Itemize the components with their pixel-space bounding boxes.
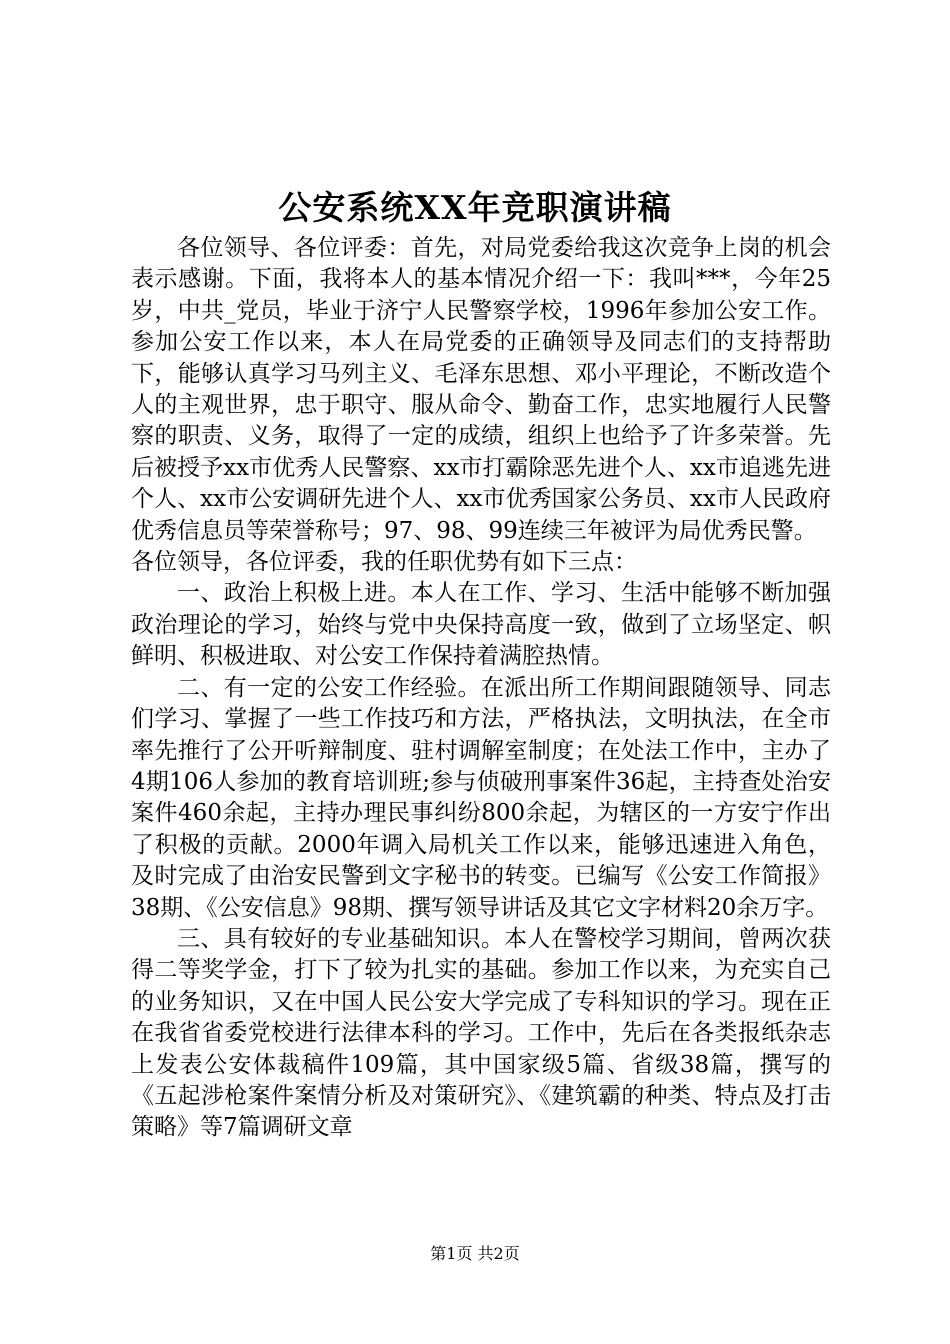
document-body bbox=[131, 233, 831, 1144]
paragraph-advantages-lead: 各位领导，各位评委，我的任职优势有如下三点： bbox=[131, 549, 637, 576]
document-title: 公安系统XX年竞职演讲稿 bbox=[278, 188, 672, 227]
paragraph-point-three: 三、具有较好的专业基础知识。本人在警校学习期间，曾两次获得二等奖学金，打下了较为扎实的基础。参加工作以来，为充实自己的业务知识，又在中国人民公安大学完成了专科知识的学习。现在正在我省省委党校进行法律本科的学习。工作中，先后在各类报纸杂志上发表公安体裁稿件109篇，其中国家级5篇、省级38篇，撰写的《五起涉枪案件案情分析及对策研究》、《建筑霸的种类、特点及打击策略》等7篇调研文章 bbox=[131, 925, 831, 1141]
paragraph-point-one: 一、政治上积极上进。本人在工作、学习、生活中能够不断加强政治理论的学习，始终与党中央保持高度一致，做到了立场坚定、帜鲜明、积极进取、对公安工作保持着满腔热情。 bbox=[131, 580, 831, 670]
paragraph-intro: 各位领导、各位评委：首先，对局党委给我这次竞争上岗的机会表示感谢。下面，我将本人的基本情况介绍一下：我叫***，今年25岁，中共_党员，毕业于济宁人民警察学校，1996年参加公安工作。参加公安工作以来，本人在局党委的正确领导及同志们的支持帮助下，能够认真学习马列主义、毛泽东思想、邓小平理论，不断改造个人的主观世界，忠于职守、服从命令、勤奋工作，忠实地履行人民警察的职责、义务，取得了一定的成绩，组织上也给予了许多荣誉。先后被授予xx市优秀人民警察、xx市打霸除恶先进个人、xx市追逃先进个人、xx市公安调研先进个人、xx市优秀国家公务员、xx市人民政府优秀信息员等荣誉称号；97、98、99连续三年被评为局优秀民警。 bbox=[131, 235, 831, 544]
page-number-footer: 第1页 共2页 bbox=[430, 1244, 520, 1263]
paragraph-point-two: 二、有一定的公安工作经验。在派出所工作期间跟随领导、同志们学习、掌握了一些工作技巧和方法，严格执法，文明执法，在全市率先推行了公开听辩制度、驻村调解室制度；在处法工作中，主办了4期106人参加的教育培训班;参与侦破刑事案件36起，主持查处治安案件460余起，主持办理民事纠纷800余起，为辖区的一方安宁作出了积极的贡献。2000年调入局机关工作以来，能够迅速进入角色，及时完成了由治安民警到文字秘书的转变。已编写《公安工作简报》38期、《公安信息》98期、撰写领导讲话及其它文字材料20余万字。 bbox=[131, 674, 831, 921]
